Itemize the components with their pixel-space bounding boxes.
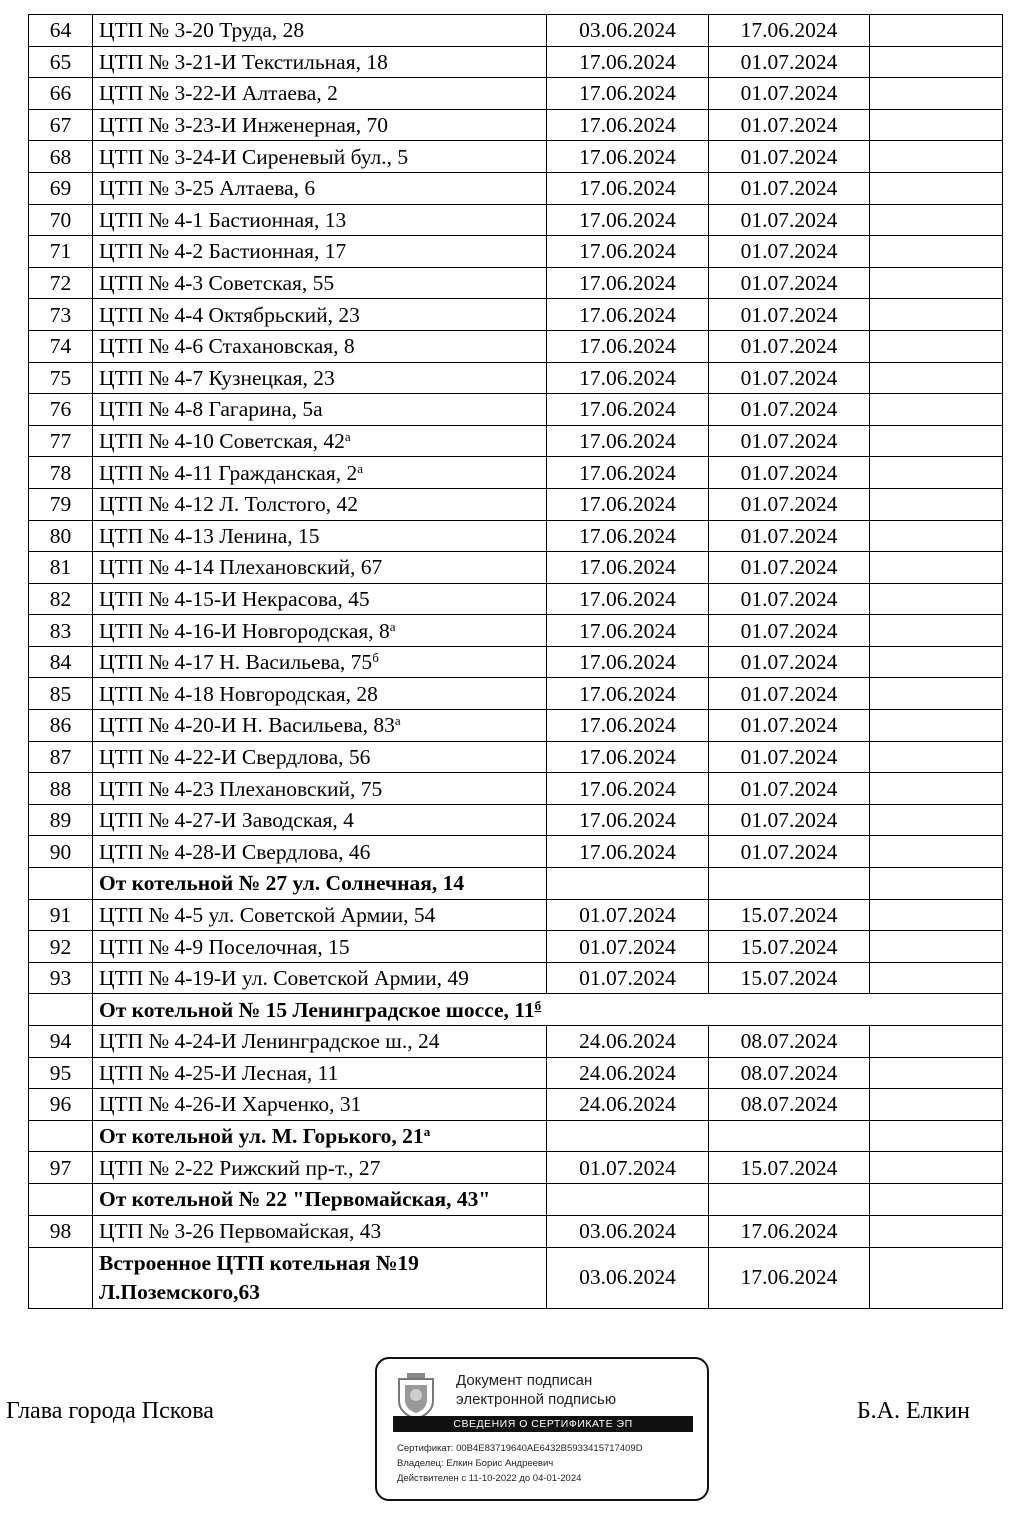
start-date: 17.06.2024 [547,773,709,805]
station-name [93,1215,547,1247]
row-number [29,868,93,900]
row-number: 85 [29,678,93,710]
station-name [93,394,547,426]
section-title [93,1247,547,1308]
row-number: 93 [29,962,93,994]
end-date: 01.07.2024 [709,109,870,141]
end-date: 08.07.2024 [709,1089,870,1121]
station-name-text: ЦТП № 4-27-И Заводская, 4 [99,808,354,833]
notes-cell [870,394,1003,426]
row-number [29,1247,93,1308]
row-number: 81 [29,552,93,584]
start-date: 01.07.2024 [547,962,709,994]
row-number: 64 [29,15,93,47]
station-name [93,46,547,78]
address-superscript: а [389,618,396,634]
end-date: 01.07.2024 [709,362,870,394]
start-date: 03.06.2024 [547,1247,709,1308]
notes-cell [870,931,1003,963]
station-name-text: ЦТП № 2-22 Рижский пр-т., 27 [99,1155,381,1180]
end-date: 17.06.2024 [709,1247,870,1308]
station-name [93,1089,547,1121]
notes-cell [870,741,1003,773]
station-name [93,1057,547,1089]
row-number: 98 [29,1215,93,1247]
end-date: 01.07.2024 [709,394,870,426]
notes-cell [870,899,1003,931]
row-number [29,1183,93,1215]
end-date: 15.07.2024 [709,931,870,963]
notes-cell [870,78,1003,110]
start-date: 17.06.2024 [547,520,709,552]
end-date: 01.07.2024 [709,46,870,78]
station-name-text: ЦТП № 3-20 Труда, 28 [99,18,305,43]
station-name-text: ЦТП № 4-18 Новгородская, 28 [99,681,378,706]
notes-cell [870,457,1003,489]
station-name [93,267,547,299]
start-date: 01.07.2024 [547,931,709,963]
table-row [29,267,1003,299]
table-row [29,78,1003,110]
station-name-text: ЦТП № 4-11 Гражданская, 2 [99,460,358,485]
table-row [29,615,1003,647]
end-date: 17.06.2024 [709,1215,870,1247]
station-name [93,78,547,110]
station-name-text: ЦТП № 4-9 Поселочная, 15 [99,934,350,959]
station-name-text: От котельной № 22 "Первомайская, 43" [99,1186,491,1211]
row-number: 89 [29,804,93,836]
station-name-text: ЦТП № 4-10 Советская, 42 [99,429,345,454]
notes-cell [870,646,1003,678]
station-name [93,172,547,204]
table-row [29,362,1003,394]
notes-cell [870,1247,1003,1308]
station-name [93,615,547,647]
end-date: 01.07.2024 [709,488,870,520]
station-name-text: ЦТП № 4-13 Ленина, 15 [99,523,320,548]
station-name-text: ЦТП № 4-4 Октябрьский, 23 [99,302,360,327]
section-title [93,1183,547,1215]
station-name [93,204,547,236]
station-name-text: ЦТП № 4-1 Бастионная, 13 [99,207,347,232]
row-number: 95 [29,1057,93,1089]
notes-cell [870,236,1003,268]
table-row [29,204,1003,236]
start-date: 17.06.2024 [547,552,709,584]
start-date: 17.06.2024 [547,615,709,647]
table-row [29,299,1003,331]
end-date: 01.07.2024 [709,236,870,268]
station-name-text: ЦТП № 4-5 ул. Советской Армии, 54 [99,902,436,927]
station-name [93,646,547,678]
e-signature-stamp [375,1357,709,1501]
notes-cell [870,362,1003,394]
row-number: 79 [29,488,93,520]
table-row [29,931,1003,963]
station-name-text: ЦТП № 3-23-И Инженерная, 70 [99,113,389,138]
start-date: 17.06.2024 [547,646,709,678]
notes-cell [870,330,1003,362]
start-date: 17.06.2024 [547,488,709,520]
start-date: 17.06.2024 [547,204,709,236]
table-row [29,172,1003,204]
row-number: 69 [29,172,93,204]
notes-cell [870,46,1003,78]
table-row [29,836,1003,868]
schedule-table [28,14,1003,1309]
end-date [709,1120,870,1152]
table-row [29,741,1003,773]
station-name [93,552,547,584]
row-number: 78 [29,457,93,489]
signatory-name: Б.А. Елкин [856,1398,970,1424]
station-name [93,15,547,47]
row-number: 76 [29,394,93,426]
table-row [29,394,1003,426]
notes-cell [870,425,1003,457]
notes-cell [870,1183,1003,1215]
start-date: 17.06.2024 [547,236,709,268]
start-date: 17.06.2024 [547,741,709,773]
end-date: 01.07.2024 [709,425,870,457]
section-title [93,994,1003,1026]
end-date: 01.07.2024 [709,267,870,299]
end-date [709,1183,870,1215]
address-superscript: а [394,713,401,729]
address-superscript: б [372,650,379,666]
end-date: 17.06.2024 [709,15,870,47]
row-number [29,994,93,1026]
end-date: 01.07.2024 [709,299,870,331]
end-date: 01.07.2024 [709,552,870,584]
station-name [93,804,547,836]
section-title [93,868,547,900]
table-row [29,646,1003,678]
station-name [93,425,547,457]
notes-cell [870,583,1003,615]
table-row [29,804,1003,836]
station-name-text: ЦТП № 4-19-И ул. Советской Армии, 49 [99,966,469,991]
station-name-text: ЦТП № 4-20-И Н. Васильева, 83 [99,713,395,738]
table-row [29,488,1003,520]
start-date: 17.06.2024 [547,267,709,299]
row-number: 74 [29,330,93,362]
end-date: 01.07.2024 [709,646,870,678]
table-row [29,1089,1003,1121]
notes-cell [870,299,1003,331]
address-superscript: а [357,460,364,476]
end-date: 01.07.2024 [709,804,870,836]
signatory-title: Глава города Пскова [6,1398,214,1424]
station-name [93,899,547,931]
notes-cell [870,804,1003,836]
start-date: 03.06.2024 [547,1215,709,1247]
row-number: 66 [29,78,93,110]
station-name [93,520,547,552]
address-superscript: а [423,1124,431,1140]
notes-cell [870,141,1003,173]
stamp-meta [397,1441,643,1486]
station-name-text: ЦТП № 4-14 Плехановский, 67 [99,555,383,580]
stamp-owner: Владелец: Елкин Борис Андреевич [397,1458,554,1469]
station-name-text: От котельной № 27 ул. Солнечная, 14 [99,871,465,896]
notes-cell [870,836,1003,868]
station-name-text: ЦТП № 4-17 Н. Васильева, 75 [99,650,373,675]
table-row [29,141,1003,173]
table-row [29,552,1003,584]
start-date: 01.07.2024 [547,899,709,931]
section-row [29,1183,1003,1215]
table-row [29,773,1003,805]
end-date: 15.07.2024 [709,962,870,994]
table-row [29,457,1003,489]
row-number: 82 [29,583,93,615]
station-name [93,836,547,868]
station-name-text: От котельной ул. М. Горького, 21 [99,1124,424,1149]
end-date: 01.07.2024 [709,520,870,552]
station-name-text: ЦТП № 4-12 Л. Толстого, 42 [99,492,358,517]
row-number: 91 [29,899,93,931]
notes-cell [870,773,1003,805]
station-name-text: ЦТП № 3-26 Первомайская, 43 [99,1219,382,1244]
station-name-text: ЦТП № 4-26-И Харченко, 31 [99,1092,362,1117]
station-name [93,583,547,615]
notes-cell [870,615,1003,647]
end-date: 01.07.2024 [709,678,870,710]
address-superscript: а [344,429,351,445]
row-number: 96 [29,1089,93,1121]
end-date: 08.07.2024 [709,1026,870,1058]
stamp-line-2: электронной подписью [456,1391,617,1408]
stamp-cert-bar: СВЕДЕНИЯ О СЕРТИФИКАТЕ ЭП [393,1416,693,1432]
station-name-text: ЦТП № 4-15-И Некрасова, 45 [99,586,370,611]
station-name-text: ЦТП № 4-22-И Свердлова, 56 [99,744,371,769]
row-number: 67 [29,109,93,141]
row-number: 77 [29,425,93,457]
station-name-text: ЦТП № 4-25-И Лесная, 11 [99,1060,339,1085]
table-row [29,520,1003,552]
notes-cell [870,1089,1003,1121]
station-name [93,330,547,362]
station-name [93,488,547,520]
stamp-validity: Действителен с 11-10-2022 до 04-01-2024 [397,1473,582,1484]
notes-cell [870,1026,1003,1058]
schedule-table-body [29,15,1003,1309]
stamp-certificate: Сертификат: 00B4E83719640AE6432B5933415717409D [397,1443,643,1454]
end-date: 01.07.2024 [709,710,870,742]
row-number: 97 [29,1152,93,1184]
start-date: 17.06.2024 [547,46,709,78]
row-number: 65 [29,46,93,78]
notes-cell [870,520,1003,552]
notes-cell [870,172,1003,204]
stamp-line-1: Документ подписан [456,1372,593,1389]
section-row [29,1120,1003,1152]
row-number: 71 [29,236,93,268]
station-name [93,710,547,742]
end-date: 01.07.2024 [709,773,870,805]
table-row [29,678,1003,710]
station-name-text: ЦТП № 3-25 Алтаева, 6 [99,176,316,201]
start-date: 17.06.2024 [547,804,709,836]
start-date: 17.06.2024 [547,330,709,362]
notes-cell [870,868,1003,900]
notes-cell [870,204,1003,236]
end-date: 01.07.2024 [709,78,870,110]
station-name [93,141,547,173]
row-number: 70 [29,204,93,236]
station-name-text: ЦТП № 3-22-И Алтаева, 2 [99,81,338,106]
section-row [29,994,1003,1026]
station-name-text: ЦТП № 4-16-И Новгородская, 8 [99,618,390,643]
table-row [29,1215,1003,1247]
end-date: 01.07.2024 [709,836,870,868]
notes-cell [870,488,1003,520]
end-date: 01.07.2024 [709,204,870,236]
start-date: 24.06.2024 [547,1089,709,1121]
start-date: 17.06.2024 [547,425,709,457]
row-number: 90 [29,836,93,868]
notes-cell [870,15,1003,47]
start-date: 17.06.2024 [547,299,709,331]
notes-cell [870,109,1003,141]
end-date: 01.07.2024 [709,141,870,173]
end-date: 08.07.2024 [709,1057,870,1089]
table-row [29,1026,1003,1058]
start-date: 17.06.2024 [547,678,709,710]
table-row [29,1057,1003,1089]
table-row [29,236,1003,268]
notes-cell [870,1152,1003,1184]
station-name [93,362,547,394]
start-date: 24.06.2024 [547,1026,709,1058]
end-date: 15.07.2024 [709,899,870,931]
section-row [29,868,1003,900]
notes-cell [870,1215,1003,1247]
station-name-text: ЦТП № 3-24-И Сиреневый бул., 5 [99,144,409,169]
table-row [29,46,1003,78]
notes-cell [870,1057,1003,1089]
table-row [29,962,1003,994]
notes-cell [870,678,1003,710]
section-row [29,1247,1003,1308]
notes-cell [870,962,1003,994]
start-date: 17.06.2024 [547,457,709,489]
stamp-heading [456,1371,616,1409]
station-name-text: ЦТП № 4-23 Плехановский, 75 [99,776,383,801]
station-name-text: Встроенное ЦТП котельная №19 Л.Поземского,63 [99,1250,419,1304]
end-date: 01.07.2024 [709,583,870,615]
notes-cell [870,710,1003,742]
start-date: 17.06.2024 [547,78,709,110]
row-number: 72 [29,267,93,299]
station-name-text: ЦТП № 4-2 Бастионная, 17 [99,239,347,264]
station-name [93,773,547,805]
row-number: 88 [29,773,93,805]
station-name [93,236,547,268]
station-name [93,741,547,773]
station-name [93,109,547,141]
end-date: 01.07.2024 [709,741,870,773]
station-name-text: ЦТП № 4-3 Советская, 55 [99,271,335,296]
station-name-text: От котельной № 15 Ленинградское шоссе, 11 [99,997,535,1022]
row-number [29,1120,93,1152]
row-number: 83 [29,615,93,647]
table-row [29,583,1003,615]
row-number: 94 [29,1026,93,1058]
start-date: 17.06.2024 [547,109,709,141]
start-date: 17.06.2024 [547,583,709,615]
table-row [29,1152,1003,1184]
row-number: 87 [29,741,93,773]
table-row [29,330,1003,362]
start-date: 17.06.2024 [547,362,709,394]
address-superscript: б [534,997,542,1013]
notes-cell [870,1120,1003,1152]
station-name [93,457,547,489]
start-date: 17.06.2024 [547,710,709,742]
station-name-text: ЦТП № 4-6 Стахановская, 8 [99,334,355,359]
station-name [93,1152,547,1184]
row-number: 80 [29,520,93,552]
start-date: 17.06.2024 [547,172,709,204]
end-date: 01.07.2024 [709,172,870,204]
table-row [29,109,1003,141]
row-number: 86 [29,710,93,742]
start-date: 17.06.2024 [547,836,709,868]
notes-cell [870,552,1003,584]
row-number: 68 [29,141,93,173]
station-name-text: ЦТП № 4-7 Кузнецкая, 23 [99,365,335,390]
table-row [29,15,1003,47]
start-date: 17.06.2024 [547,141,709,173]
station-name-text: ЦТП № 4-8 Гагарина, 5а [99,397,323,422]
start-date: 24.06.2024 [547,1057,709,1089]
section-title [93,1120,547,1152]
station-name-text: ЦТП № 4-24-И Ленинградское ш., 24 [99,1029,440,1054]
row-number: 92 [29,931,93,963]
table-row [29,710,1003,742]
end-date [709,868,870,900]
station-name-text: ЦТП № 4-28-И Свердлова, 46 [99,839,371,864]
start-date [547,868,709,900]
start-date [547,1183,709,1215]
end-date: 01.07.2024 [709,615,870,647]
end-date: 01.07.2024 [709,457,870,489]
row-number: 73 [29,299,93,331]
notes-cell [870,267,1003,299]
row-number: 84 [29,646,93,678]
table-row [29,425,1003,457]
table-row [29,899,1003,931]
station-name [93,962,547,994]
end-date: 01.07.2024 [709,330,870,362]
station-name-text: ЦТП № 3-21-И Текстильная, 18 [99,49,388,74]
end-date: 15.07.2024 [709,1152,870,1184]
row-number: 75 [29,362,93,394]
station-name [93,1026,547,1058]
start-date: 03.06.2024 [547,15,709,47]
station-name [93,931,547,963]
start-date [547,1120,709,1152]
station-name [93,299,547,331]
start-date: 17.06.2024 [547,394,709,426]
coat-of-arms-icon [389,1369,443,1423]
station-name [93,678,547,710]
start-date: 01.07.2024 [547,1152,709,1184]
